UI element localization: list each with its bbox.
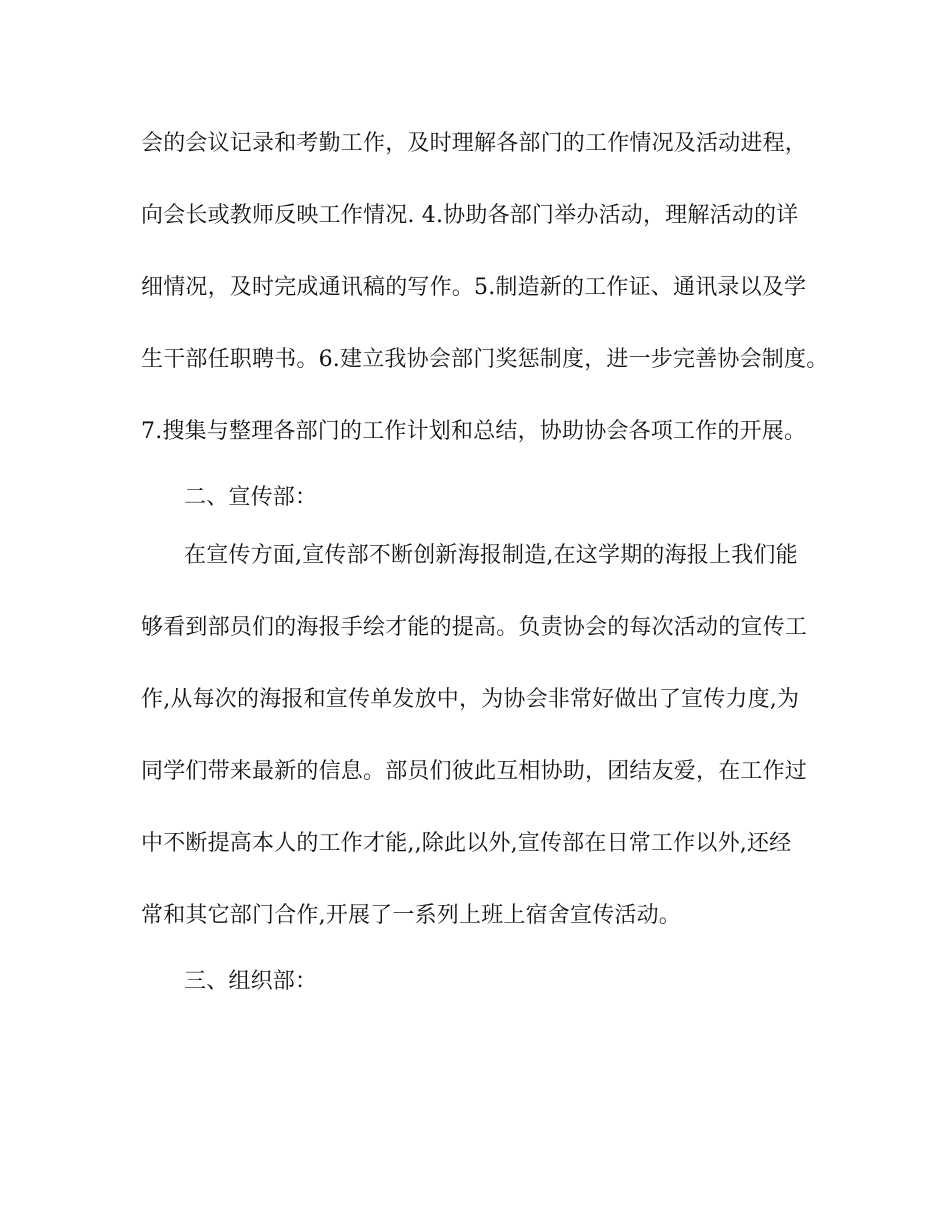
section-heading-publicity: 二、宣传部： bbox=[184, 485, 318, 510]
paragraph-line: 细情况，及时完成通讯稿的写作。5.制造新的工作证、通讯录以及学 bbox=[141, 275, 807, 300]
paragraph-line: 同学们带来最新的信息。部员们彼此互相协助，团结友爱，在工作过 bbox=[141, 759, 808, 784]
paragraph-line: 中不断提高本人的工作才能,,除此以外,宣传部在日常工作以外,还经 bbox=[141, 831, 792, 856]
paragraph-line: 7.搜集与整理各部门的工作计划和总结，协助协会各项工作的开展。 bbox=[141, 419, 807, 444]
paragraph-line: 常和其它部门合作,开展了一系列上班上宿舍宣传活动。 bbox=[141, 903, 681, 928]
paragraph-line: 够看到部员们的海报手绘才能的提高。负责协会的每次活动的宣传工 bbox=[141, 615, 808, 640]
paragraph-line: 生干部任职聘书。6.建立我协会部门奖惩制度，进一步完善协会制度。 bbox=[141, 347, 829, 372]
paragraph-line: 作,从每次的海报和宣传单发放中，为协会非常好做出了宣传力度,为 bbox=[141, 687, 800, 712]
paragraph-line: 在宣传方面,宣传部不断创新海报制造,在这学期的海报上我们能 bbox=[184, 543, 798, 568]
paragraph-line: 向会长或教师反映工作情况. 4.协助各部门举办活动，理解活动的详 bbox=[141, 203, 799, 228]
paragraph-line: 会的会议记录和考勤工作，及时理解各部门的工作情况及活动进程， bbox=[141, 131, 808, 156]
section-heading-organization: 三、组织部： bbox=[184, 969, 318, 994]
